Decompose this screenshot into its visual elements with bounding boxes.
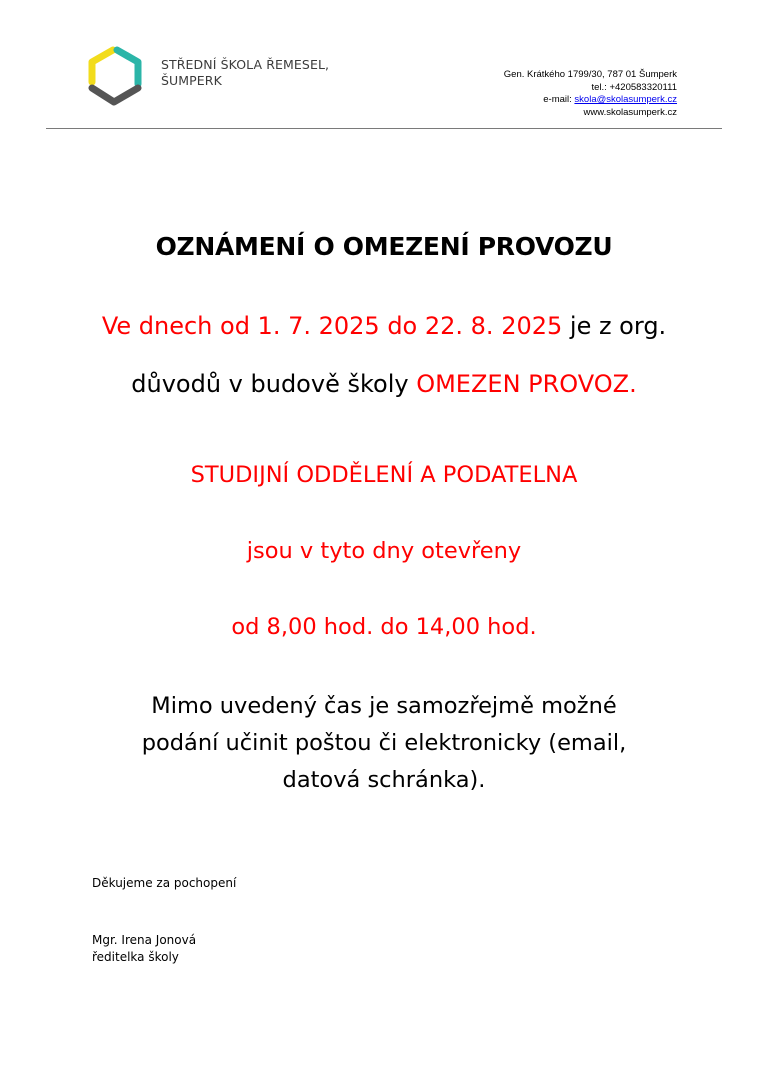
notice-dates: Ve dnech od 1. 7. 2025 do 22. 8. 2025 (101, 312, 563, 340)
notice-note (0, 688, 768, 799)
signature-block (92, 932, 196, 966)
notice-restriction: OMEZEN PROVOZ. (416, 370, 637, 398)
note-line1: Mimo uvedený čas je samozřejmě možné (151, 693, 617, 719)
email-line (504, 94, 677, 107)
office-name: STUDIJNÍ ODDĚLENÍ A PODATELNA (190, 462, 578, 488)
notice-dates-suffix: je z org. (562, 312, 667, 340)
website: www.skolasumperk.cz (583, 106, 677, 118)
school-name (161, 57, 329, 89)
note-line3: datová schránka). (282, 767, 486, 793)
open-text: jsou v tyto dny otevřeny (246, 538, 522, 564)
notice-title: OZNÁMENÍ O OMEZENÍ PROVOZU (155, 232, 613, 261)
notice-dates-line (0, 312, 768, 340)
header-divider (46, 128, 722, 129)
email-link[interactable]: skola@skolasumperk.cz (574, 94, 677, 106)
contact-block (504, 69, 677, 119)
thanks-text: Děkujeme za pochopení (92, 876, 237, 890)
notice-reason: důvodů v budově školy (131, 370, 417, 398)
note-line2: podání učinit poštou či elektronicky (email, (141, 730, 627, 756)
email-label: e-mail: (543, 94, 575, 106)
phone: tel.: +420583320111 (591, 81, 677, 93)
signatory-role: ředitelka školy (92, 950, 179, 964)
school-logo-icon (86, 44, 144, 108)
school-name-line2: ŠUMPERK (161, 73, 222, 88)
notice-reason-line (0, 370, 768, 398)
school-name-line1: STŘEDNÍ ŠKOLA ŘEMESEL, (161, 57, 330, 72)
address: Gen. Krátkého 1799/30, 787 01 Šumperk (503, 69, 677, 80)
opening-hours: od 8,00 hod. do 14,00 hod. (231, 614, 537, 640)
signatory-name: Mgr. Irena Jonová (92, 933, 197, 947)
